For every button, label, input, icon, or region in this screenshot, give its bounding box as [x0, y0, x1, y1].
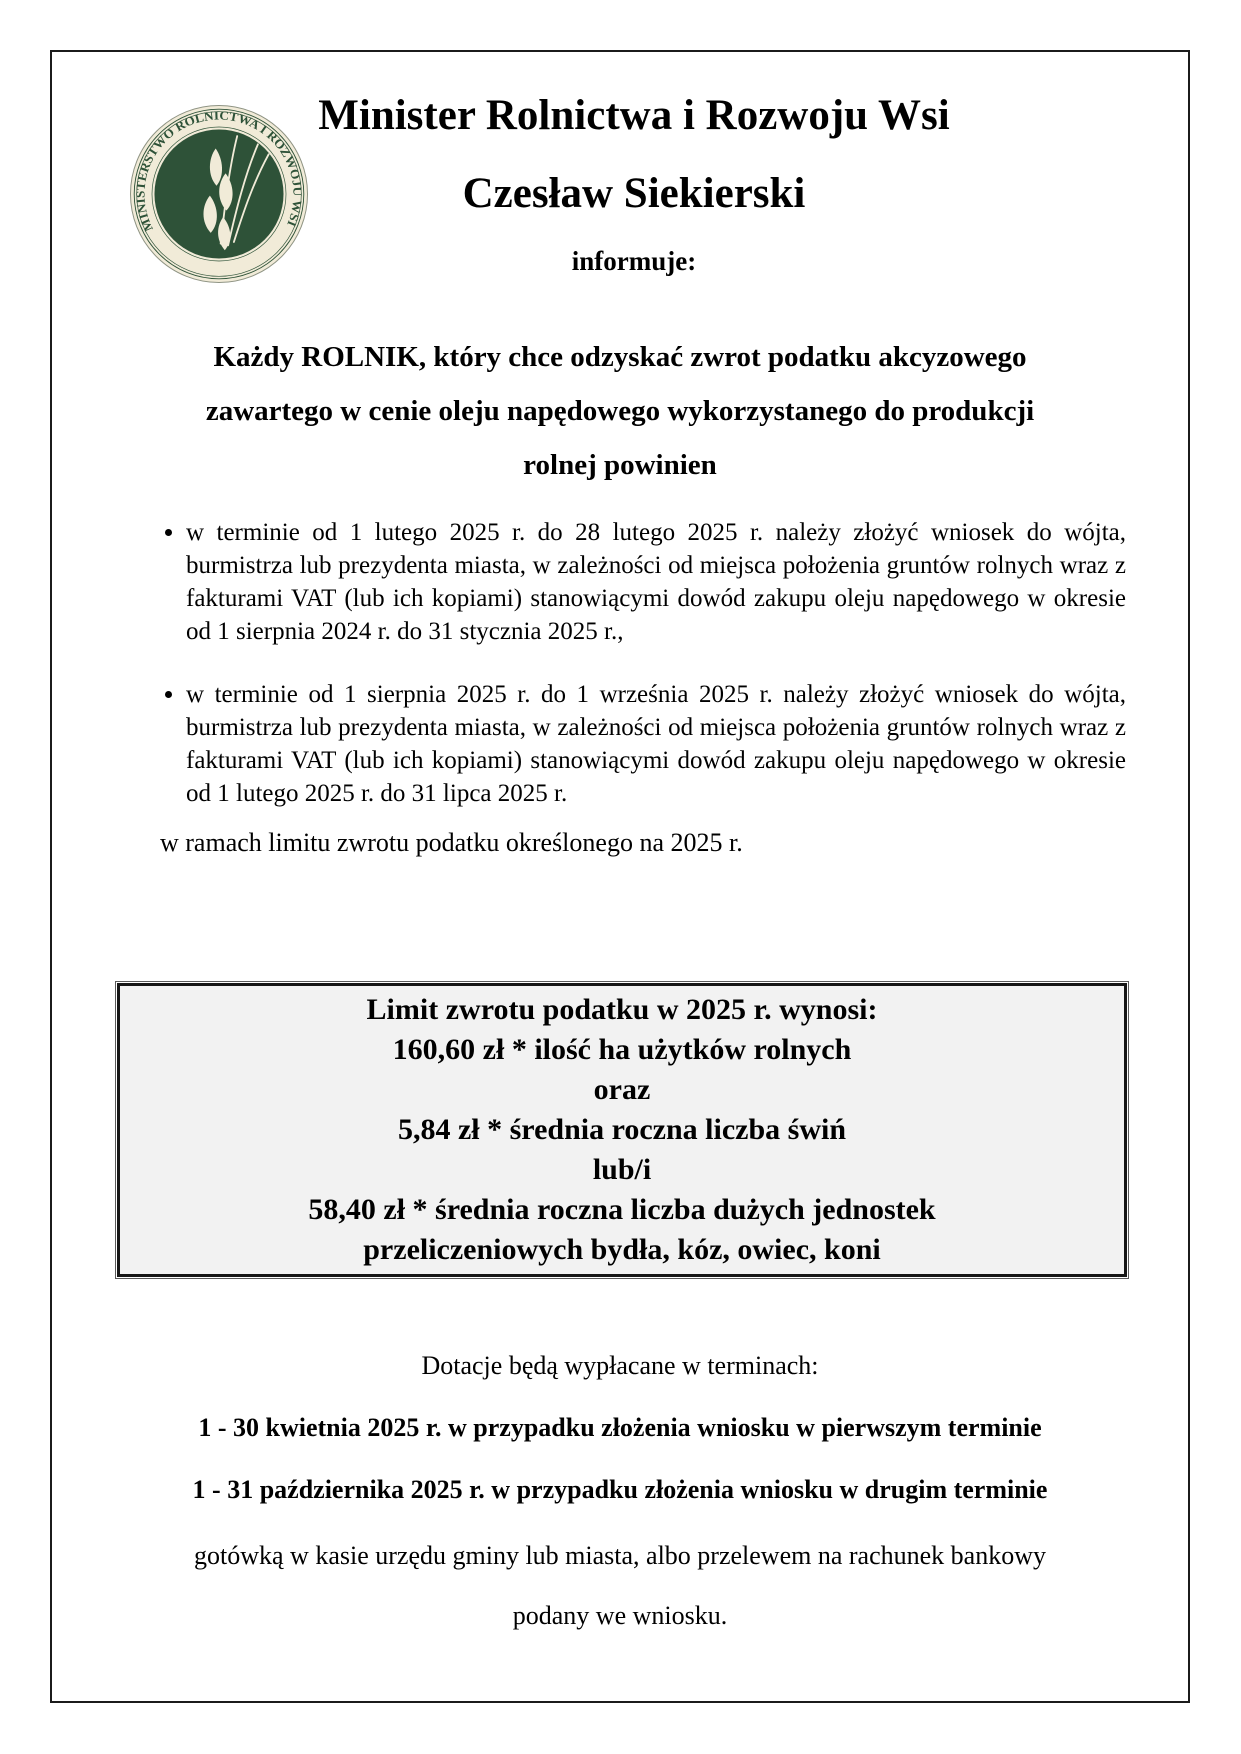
limit-box-line-2: 160,60 zł * ilość ha użytków rolnych [392, 1033, 852, 1066]
limit-box-line-5: lub/i [592, 1153, 652, 1186]
limit-box-line-6: 58,40 zł * średnia roczna liczba dużych jednostek [308, 1193, 936, 1226]
bullet-item-first-term: • w terminie od 1 lutego 2025 r. do 28 lutego 2025 r. należy złożyć wniosek do wójta, burmistrza lub prezydenta miasta, w zależności od miejsca położenia gruntów rolnych wraz z fakturami VAT (lub ich kopiami) stanowiącymi dowód zakupu oleju napędowego w okresie od 1 sierpnia 2024 r. do 31 stycznia 2025 r., [186, 516, 1126, 648]
limit-box-line-1: Limit zwrotu podatku w 2025 r. wynosi: [366, 993, 878, 1026]
title-line-1: Minister Rolnictwa i Rozwoju Wsi [318, 92, 950, 139]
bullet-item-second-term: • w terminie od 1 sierpnia 2025 r. do 1 września 2025 r. należy złożyć wniosek do wójta, burmistrza lub prezydenta miasta, w zależności od miejsca położenia gruntów rolnych wraz z fakturami VAT (lub ich kopiami) stanowiącymi dowód zakupu oleju napędowego w okresie od 1 lutego 2025 r. do 31 lipca 2025 r. [186, 678, 1126, 810]
payment-term-second: 1 - 31 października 2025 r. w przypadku złożenia wniosku w drugim terminie [192, 1475, 1048, 1504]
limit-box-line-3: oraz [593, 1073, 651, 1106]
limit-box [117, 983, 1127, 1277]
limit-note: w ramach limitu zwrotu podatku określonego na 2025 r. [160, 828, 743, 857]
payment-intro: Dotacje będą wypłacane w terminach: [421, 1351, 819, 1380]
subtitle: informuje: [571, 246, 697, 276]
deadline-bullet-list [154, 516, 1126, 810]
intro-line-3: rolnej powinien [523, 449, 717, 481]
payment-method-line-1: gotówką w kasie urzędu gminy lub miasta, albo przelewem na rachunek bankowy [194, 1541, 1046, 1570]
limit-box-line-4: 5,84 zł * średnia roczna liczba świń [397, 1113, 847, 1146]
intro-line-2: zawartego w cenie oleju napędowego wykorzystanego do produkcji [205, 395, 1035, 427]
page-frame [50, 50, 1190, 1703]
ministry-logo [128, 103, 310, 285]
intro-line-1: Każdy ROLNIK, który chce odzyskać zwrot podatku akcyzowego [213, 341, 1027, 373]
title-line-2: Czesław Siekierski [462, 170, 806, 217]
payment-method-line-2: podany we wniosku. [512, 1601, 728, 1630]
payment-term-first: 1 - 30 kwietnia 2025 r. w przypadku złożenia wniosku w pierwszym terminie [198, 1413, 1042, 1442]
intro-paragraph [52, 330, 1188, 492]
logo-ring-text: MINISTERSTWO ROLNICTWA I ROZWOJU WSI [133, 108, 305, 234]
header [52, 90, 1188, 278]
limit-box-line-7: przeliczeniowych bydła, kóz, owiec, koni [363, 1233, 881, 1266]
